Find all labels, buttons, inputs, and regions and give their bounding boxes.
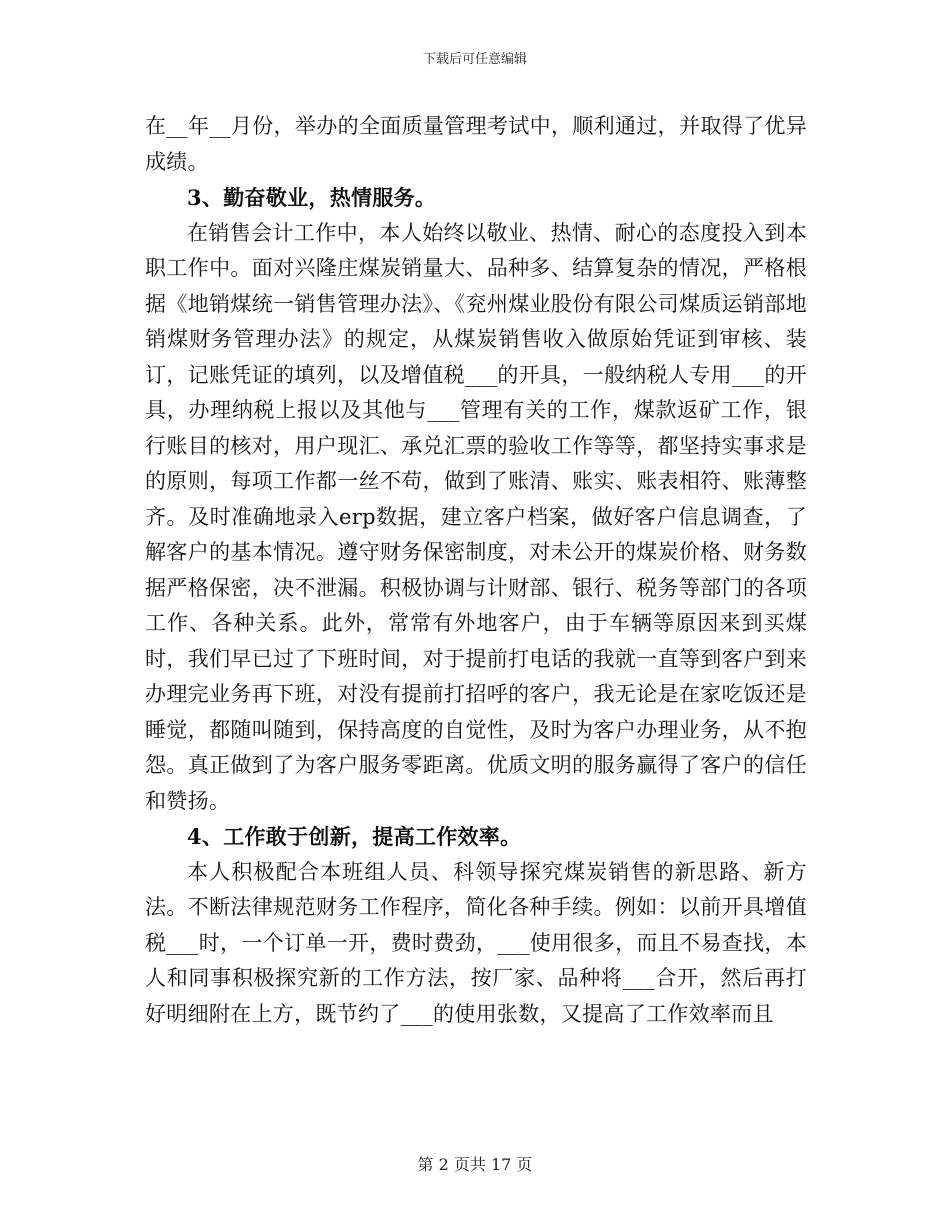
document-body [145, 109, 807, 1032]
paragraph-exam-result: 在__年__月份，举办的全面质量管理考试中，顺利通过，并取得了优异成绩。 [145, 114, 807, 174]
paragraph-innovation: 本人积极配合本班组人员、科领导探究煤炭销售的新思路、新方法。不断法律规范财务工作程序，简化各种手续。例如：以前开具增值税___时，一个订单一开，费时费劲，___使用很多，而且不易查找，本人和同事积极探究新的工作方法，按厂家、品种将___合开，然后再打好明细附在上方，既节约了___的使用张数，又提高了工作效率而且 [145, 859, 807, 1026]
paragraph-dedicated-service: 在销售会计工作中，本人始终以敬业、热情、耐心的态度投入到本职工作中。面对兴隆庄煤炭销量大、品种多、结算复杂的情况，严格根据《地销煤统一销售管理办法》、《兖州煤业股份有限公司煤质运销部地销煤财务管理办法》的规定，从煤炭销售收入做原始凭证到审核、装订，记账凭证的填列，以及增值税___的开具，一般纳税人专用___的开具，办理纳税上报以及其他与___管理有关的工作，煤款返矿工作，银行账目的核对，用户现汇、承兑汇票的验收工作等等，都坚持实事求是的原则，每项工作都一丝不苟，做到了账清、账实、账表相符、账薄整齐。及时准确地录入erp数据，建立客户档案，做好客户信息调查，了解客户的基本情况。遵守财务保密制度，对未公开的煤炭价格、财务数据严格保密，决不泄漏。积极协调与计财部、银行、税务等部门的各项工作、各种关系。此外，常常有外地客户，由于车辆等原因来到买煤时，我们早已过了下班时间，对于提前打电话的我就一直等到客户到来办理完业务再下班，对没有提前打招呼的客户，我无论是在家吃饭还是睡觉，都随叫随到，保持高度的自觉性，及时为客户办理业务，从不抱怨。真正做到了为客户服务零距离。优质文明的服务赢得了客户的信任和赞扬。 [145, 220, 807, 813]
page-number-footer: 第 2 页共 17 页 [417, 1155, 533, 1174]
section-heading-3: 3、勤奋敬业，热情服务。 [187, 185, 437, 210]
page-header: 下载后可任意编辑 [422, 52, 527, 67]
section-heading-4: 4、工作敢于创新，提高工作效率。 [187, 824, 522, 849]
